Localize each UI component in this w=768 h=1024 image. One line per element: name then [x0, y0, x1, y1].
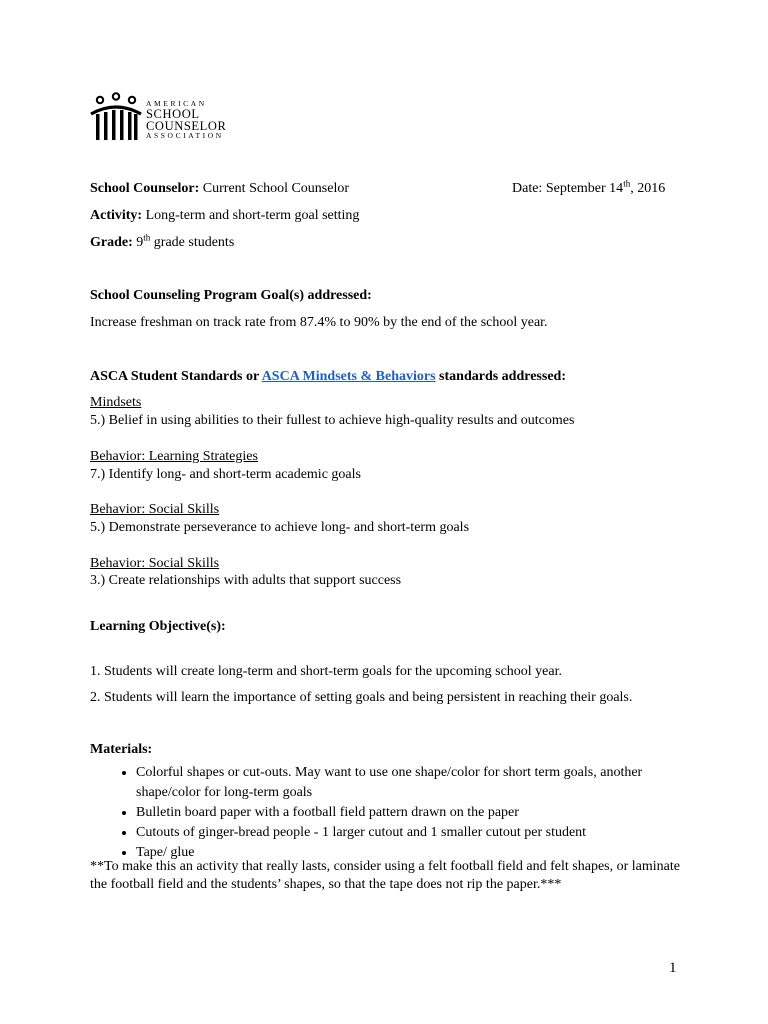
- standard-category: Behavior: Social Skills: [90, 502, 220, 517]
- logo-line-american: AMERICAN: [146, 99, 207, 108]
- date-sup: th: [623, 178, 631, 189]
- objective-item: 2. Students will learn the importance of setting goals and being persistent in reaching their goals.: [90, 690, 633, 705]
- date-line: [512, 178, 666, 197]
- standard-category: Mindsets: [90, 395, 142, 410]
- grade-label: Grade:: [90, 235, 133, 250]
- activity-line: [90, 208, 359, 224]
- standard-category: Behavior: Social Skills: [90, 556, 220, 571]
- materials-heading: Materials:: [90, 742, 153, 757]
- standard-text: 5.) Demonstrate perseverance to achieve long- and short-term goals: [90, 520, 470, 535]
- activity-value: Long-term and short-term goal setting: [142, 208, 360, 223]
- material-item: • Bulletin board paper with a football field pattern drawn on the paper: [136, 803, 696, 823]
- standards-heading-pre: ASCA Student Standards or: [90, 369, 262, 384]
- counselor-value: Current School Counselor: [199, 181, 350, 196]
- counselor-line: [90, 181, 349, 197]
- logo-line-school: SCHOOL: [146, 106, 200, 121]
- logo-line-association: ASSOCIATION: [146, 130, 224, 140]
- counselor-label: School Counselor:: [90, 181, 200, 196]
- page-number: 1: [669, 960, 677, 976]
- asca-mindsets-link[interactable]: ASCA Mindsets & Behaviors: [261, 369, 436, 384]
- asca-logo-icon: [90, 92, 142, 144]
- materials-list: [90, 763, 696, 863]
- grade-number: 9: [132, 235, 144, 250]
- objectives-heading: Learning Objective(s):: [90, 619, 226, 634]
- date-prefix: Date: September 14: [512, 181, 624, 196]
- standard-text: 7.) Identify long- and short-term academic goals: [90, 467, 361, 482]
- program-goal-text: Increase freshman on track rate from 87.4% to 90% by the end of the school year.: [90, 315, 548, 330]
- standards-heading: [90, 369, 566, 385]
- logo-line-counselor: COUNSELOR: [146, 118, 227, 133]
- standards-heading-post: standards addressed:: [435, 369, 566, 384]
- material-item: • Cutouts of ginger-bread people - 1 larger cutout and 1 smaller cutout per student: [136, 823, 696, 843]
- activity-label: Activity:: [90, 208, 143, 223]
- grade-rest: grade students: [150, 235, 235, 250]
- materials-note: **To make this an activity that really lasts, consider using a felt football field and felt shapes, or laminate the football field and the students’ shapes, so that the tape does not rip the paper.***: [90, 859, 680, 892]
- standard-text: 3.) Create relationships with adults that support success: [90, 573, 402, 588]
- material-item: • Tape/ glue: [136, 843, 696, 863]
- objective-item: 1. Students will create long-term and short-term goals for the upcoming school year.: [90, 664, 562, 679]
- grade-sup: th: [143, 232, 151, 243]
- material-item: • Colorful shapes or cut-outs. May want to use one shape/color for short term goals, another shape/color for long-term goals: [136, 763, 696, 803]
- standard-text: 5.) Belief in using abilities to their fullest to achieve high-quality results and outcomes: [90, 413, 575, 428]
- program-goal-heading: School Counseling Program Goal(s) addressed:: [90, 288, 372, 303]
- date-suffix: , 2016: [630, 181, 666, 196]
- asca-logo: [90, 92, 240, 148]
- standard-category: Behavior: Learning Strategies: [90, 449, 258, 464]
- grade-line: [90, 232, 235, 251]
